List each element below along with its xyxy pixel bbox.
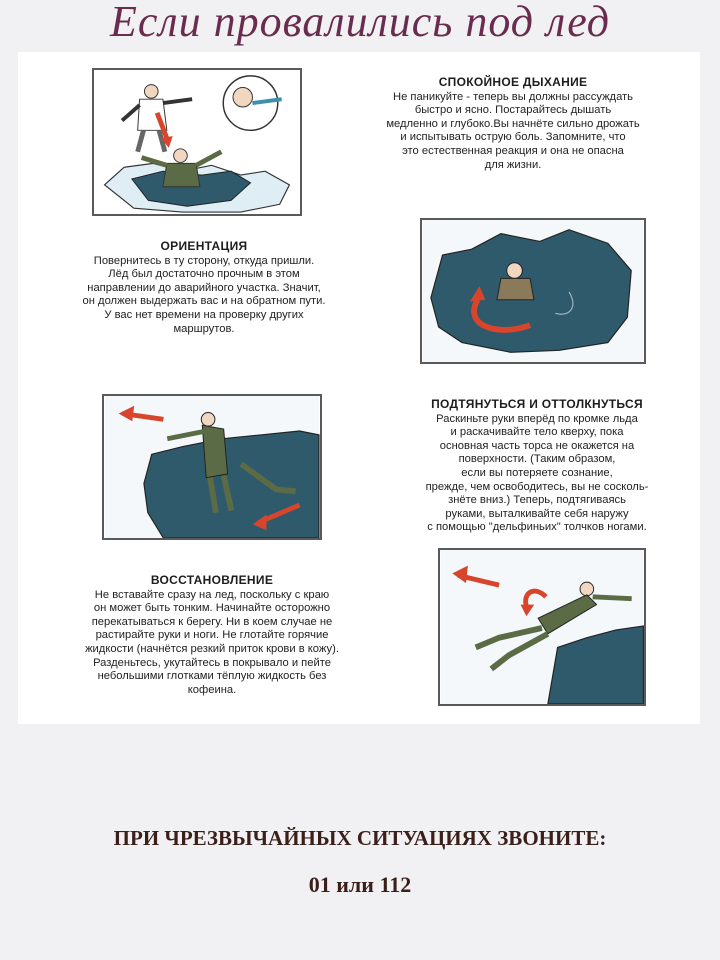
step-recovery bbox=[26, 574, 398, 697]
pull-up-picture bbox=[104, 396, 320, 538]
step-heading: ОРИЕНТАЦИЯ bbox=[160, 239, 248, 253]
recovery-picture bbox=[440, 550, 644, 704]
step-text: Раскиньте руки вперёд по кромке льда и раскачивайте тело кверху, пока основная часть торса не окажется на поверхности. (Таким образом, если вы потеряете сознание, прежде, чем освободитесь, вы не сосколь- знёте вниз.) Теперь, подтягиваясь руками, выталкивайте себя наружу с помощью "дельфиньих" толчков ногами. bbox=[425, 412, 649, 534]
illustration-breathing bbox=[92, 68, 302, 216]
step-text: Не паникуйте - теперь вы должны рассуждать быстро и ясно. Постарайтесь дышать медленно и глубоко.Вы начнёте сильно дрожать и испытывать острую боль. Запомните, что это естественная реакция и она не опасна для жизни. bbox=[386, 90, 640, 171]
step-orientation bbox=[24, 240, 384, 336]
step-heading: ВОССТАНОВЛЕНИЕ bbox=[150, 573, 274, 587]
illustration-pull-up bbox=[102, 394, 322, 540]
emergency-note: ПРИ ЧРЕЗВЫЧАЙНЫХ СИТУАЦИЯХ ЗВОНИТЕ: bbox=[113, 826, 607, 850]
breathing-picture bbox=[94, 70, 300, 214]
step-pull-up bbox=[372, 398, 702, 535]
page-title: Если провалились под лед bbox=[110, 0, 610, 46]
illustration-orientation bbox=[420, 218, 646, 364]
orientation-picture bbox=[422, 220, 644, 362]
step-text: Не вставайте сразу на лед, поскольку с краю он может быть тонким. Начинайте осторожно перекатываться к берегу. Ни в коем случае не растирайте руки и ноги. Не глотайте горячие жидкости (начнётся резкий приток крови в кожу). Разденьтесь, укутайтесь в покрывало и пейте небольшими глотками тёплую жидкость без кофеина. bbox=[85, 588, 339, 696]
illustration-recovery bbox=[438, 548, 646, 706]
step-breathing bbox=[330, 76, 696, 172]
step-heading: ПОДТЯНУТЬСЯ И ОТТОЛКНУТЬСЯ bbox=[431, 397, 643, 411]
emergency-numbers: 01 или 112 bbox=[308, 872, 412, 897]
step-heading: СПОКОЙНОЕ ДЫХАНИЕ bbox=[438, 75, 588, 89]
step-text: Повернитесь в ту сторону, откуда пришли. Лёд был достаточно прочным в этом направлении до аварийного участка. Значит, он должен выдержать вас и на обратном пути. У вас нет времени на проверку других маршрутов. bbox=[82, 254, 326, 335]
